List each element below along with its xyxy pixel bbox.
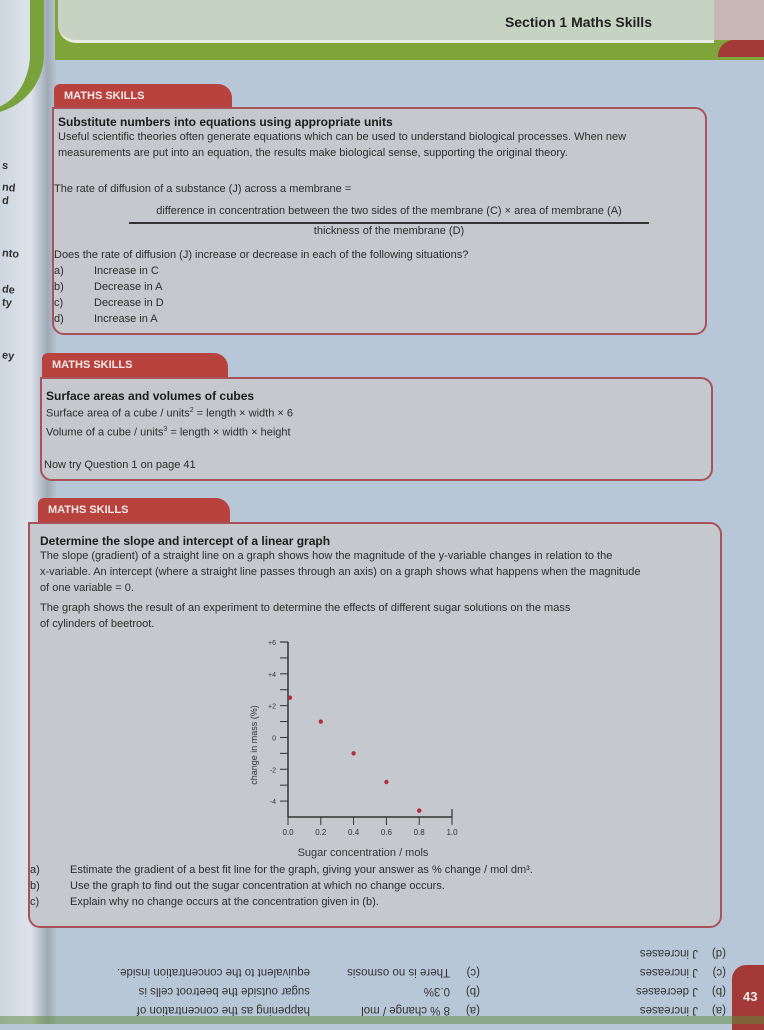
- box2-footer: Now try Question 1 on page 41: [44, 459, 196, 471]
- x-axis-label: Sugar concentration / mols: [297, 847, 429, 859]
- bottom-edge: [0, 1016, 764, 1024]
- answer-text: There is no osmosis: [347, 966, 450, 978]
- facing-page-text: d: [1, 194, 10, 208]
- y-axis-ticks: [268, 640, 288, 806]
- x-tick-label: 0.8: [413, 828, 425, 837]
- header-panel: [58, 0, 714, 43]
- facing-page-decoration: [0, 0, 44, 114]
- item-text: Decrease in A: [94, 281, 163, 293]
- facing-page-text: ty: [1, 296, 13, 310]
- item-text: Increase in A: [94, 313, 158, 325]
- question-item: [54, 311, 468, 327]
- header-corner: [714, 0, 764, 40]
- x-tick-label: 0.0: [282, 828, 294, 837]
- item-letter: a): [30, 864, 40, 876]
- answer-text: J increases: [639, 1004, 698, 1016]
- box1-question: Does the rate of diffusion (J) increase or decrease in each of the following situations?: [54, 249, 469, 261]
- answer-letter: (c): [712, 966, 726, 978]
- y-tick-label: -2: [269, 767, 276, 775]
- x-axis-ticks: [282, 817, 458, 837]
- data-point: [319, 719, 323, 723]
- box3-p2-line2: of cylinders of beetroot.: [40, 618, 155, 630]
- formula-exponent: 3: [163, 425, 168, 433]
- item-text: Explain why no change occurs at the concentration given in (b).: [70, 896, 379, 908]
- box3-p1-line1: The slope (gradient) of a straight line on a graph shows how the magnitude of the y-variable changes in relation to the: [40, 550, 613, 562]
- item-text: Estimate the gradient of a best fit line for the graph, giving your answer as % change / mol dm³.: [70, 864, 533, 876]
- item-text: Use the graph to find out the sugar concentration at which no change occurs.: [70, 880, 445, 892]
- beetroot-mass-chart: [230, 630, 480, 865]
- formula-text: Volume of a cube / units: [46, 426, 164, 439]
- answer-text: J decreases: [635, 985, 698, 997]
- item-letter: a): [54, 265, 64, 277]
- y-tick-label: -4: [269, 799, 276, 807]
- upside-down-answers: [40, 930, 730, 1024]
- box3-p1-line2: x-variable. An intercept (where a straight line passes through an axis) on a graph shows what happens when the magnitude: [40, 566, 641, 578]
- answer-letter: (c): [466, 966, 480, 978]
- equation-lhs: The rate of diffusion of a substance (J) across a membrane =: [54, 183, 352, 195]
- fraction-bar: [129, 222, 649, 224]
- answer-text: 0.3%: [423, 985, 450, 997]
- item-text: Increase in C: [94, 265, 159, 277]
- answer-text: J increases: [639, 966, 698, 978]
- y-tick-label: 0: [272, 735, 276, 743]
- answer-letter: (b): [711, 985, 726, 997]
- volume-formula: [46, 422, 293, 441]
- answer-continuation: sugar outside the beetroot cells is: [138, 985, 310, 997]
- y-tick-label: +2: [268, 703, 276, 711]
- item-letter: b): [54, 281, 64, 293]
- answer-letter: (d): [711, 947, 726, 959]
- data-points: [288, 695, 422, 812]
- facing-page-text: s: [1, 159, 9, 173]
- box3-title: Determine the slope and intercept of a linear graph: [40, 534, 331, 548]
- box1-intro-line2: measurements are put into an equation, the results make biological sense, supporting the original theory.: [58, 147, 568, 159]
- question-item: [54, 279, 468, 295]
- x-tick-label: 0.2: [315, 828, 327, 837]
- maths-skills-tab-3: MATHS SKILLS: [38, 498, 230, 522]
- formula-exponent: 2: [189, 407, 194, 414]
- box1-intro-line1: Useful scientific theories often generate equations which can be used to understand biological processes. When new: [58, 131, 627, 143]
- item-letter: d): [54, 313, 64, 325]
- facing-page-text: ey: [1, 349, 15, 363]
- box3-p2-line1: The graph shows the result of an experiment to determine the effects of different sugar solutions on the mass: [40, 602, 571, 614]
- answer-continuation: equivalent to the concentration inside.: [116, 966, 310, 978]
- facing-page-text: nto: [1, 247, 20, 261]
- data-point: [417, 808, 421, 812]
- answer-letter: (a): [465, 1004, 480, 1016]
- x-tick-label: 0.4: [348, 828, 360, 837]
- question-item: [54, 295, 468, 311]
- page-number: 43: [732, 965, 764, 1030]
- item-letter: c): [30, 896, 40, 908]
- facing-page-text: de: [1, 283, 16, 297]
- surface-area-formula: [46, 403, 293, 422]
- box3-p1-line3: of one variable = 0.: [40, 582, 134, 594]
- answer-text: J increases: [639, 947, 698, 959]
- facing-page-text: nd: [1, 181, 17, 195]
- equation-denominator: thickness of the membrane (D): [313, 225, 465, 237]
- answer-text: 8 % change / mol: [361, 1004, 450, 1016]
- item-letter: c): [54, 297, 64, 309]
- y-axis-label: change in mass (%): [249, 705, 259, 785]
- question-item: [54, 263, 468, 279]
- formula-text: Surface area of a cube / units: [46, 407, 190, 420]
- data-point: [384, 780, 388, 784]
- section-title: Section 1 Maths Skills: [504, 14, 652, 30]
- maths-skills-box-2: [40, 377, 713, 481]
- header-red-tab: [718, 40, 764, 57]
- y-tick-label: +4: [268, 671, 276, 679]
- chart-axes: [280, 642, 452, 817]
- answer-letter: (b): [465, 985, 480, 997]
- question-item: [30, 894, 533, 910]
- formula-text: = length × width × 6: [193, 407, 293, 420]
- answer-letter: (a): [711, 1004, 726, 1016]
- formula-text: = length × width × height: [167, 426, 291, 439]
- box1-title: Substitute numbers into equations using appropriate units: [58, 115, 393, 129]
- maths-skills-tab-1: MATHS SKILLS: [54, 84, 232, 108]
- item-text: Decrease in D: [94, 297, 164, 309]
- maths-skills-tab-2: MATHS SKILLS: [42, 353, 228, 377]
- x-tick-label: 0.6: [380, 828, 392, 837]
- data-point: [351, 751, 355, 755]
- answer-continuation: happening as the concentration of: [136, 1004, 310, 1016]
- x-tick-label: 1.0: [446, 828, 458, 837]
- maths-skills-box-1: [52, 107, 707, 335]
- box2-title: Surface areas and volumes of cubes: [46, 389, 255, 403]
- data-point: [288, 695, 292, 699]
- item-letter: b): [30, 880, 40, 892]
- y-tick-label: +6: [268, 640, 276, 647]
- question-item: [30, 878, 533, 894]
- equation-numerator: difference in concentration between the two sides of the membrane (C) × area of membrane (A): [156, 205, 622, 217]
